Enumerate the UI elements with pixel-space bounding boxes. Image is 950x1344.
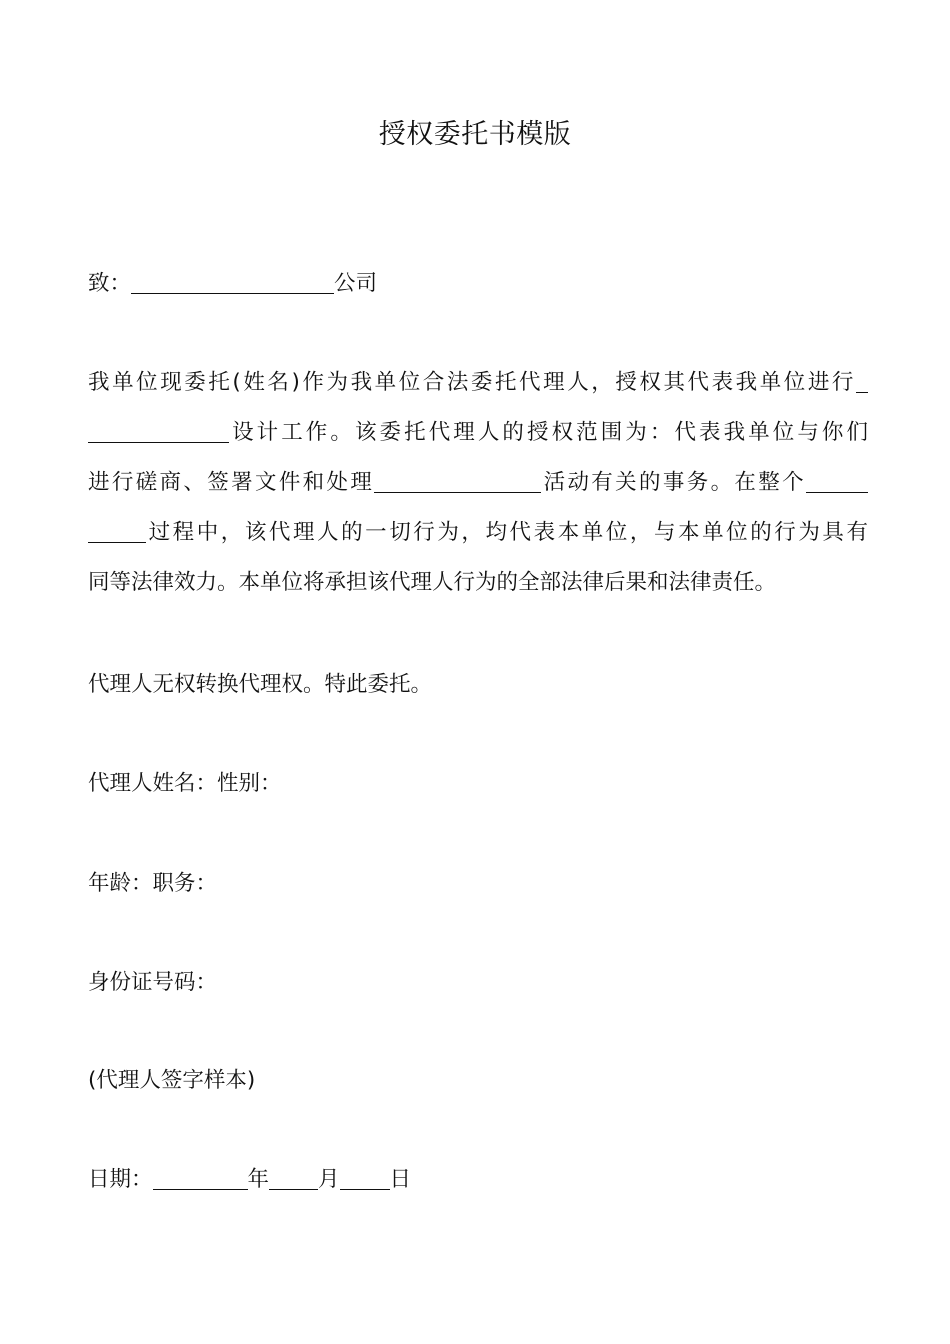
paragraph-row-5: 同等法律效力。本单位将承担该代理人行为的全部法律后果和法律责任。 (88, 570, 777, 595)
paragraph-row-2-text: 设计工作。该委托代理人的授权范围为：代表我单位与你们 (229, 420, 868, 445)
no-transfer-statement: 代理人无权转换代理权。特此委托。 (88, 672, 433, 697)
agent-age-position: 年龄：职务： (88, 871, 218, 896)
paragraph-row-3 (88, 458, 868, 508)
paragraph-row-4 (88, 508, 868, 558)
month-blank[interactable] (269, 1161, 318, 1190)
agent-name-gender: 代理人姓名：性别： (88, 771, 282, 796)
day-label: 日 (389, 1167, 412, 1192)
authorization-paragraph (88, 358, 868, 608)
year-label: 年 (247, 1167, 270, 1192)
process-blank-start[interactable] (806, 464, 868, 493)
process-blank[interactable] (88, 514, 146, 543)
paragraph-row-1-text: 我单位现委托(姓名)作为我单位合法委托代理人，授权其代表我单位进行 (88, 370, 856, 395)
addressee-prefix: 致： (88, 271, 132, 296)
year-blank[interactable] (153, 1161, 248, 1190)
paragraph-row-4-text: 过程中，该代理人的一切行为，均代表本单位，与本单位的行为具有 (146, 520, 868, 545)
date-line (88, 1155, 868, 1205)
paragraph-row-3-text-a: 进行磋商、签署文件和处理 (88, 470, 375, 495)
addressee-line (88, 259, 868, 309)
paragraph-row-2 (88, 408, 868, 458)
company-name-blank[interactable] (131, 265, 334, 294)
addressee-suffix: 公司 (334, 271, 378, 296)
work-content-blank[interactable] (88, 414, 229, 443)
activity-blank[interactable] (374, 464, 541, 493)
paragraph-row-3-text-b: 活动有关的事务。在整个 (541, 470, 806, 495)
day-blank[interactable] (340, 1161, 390, 1190)
document-title: 授权委托书模版 (378, 119, 572, 150)
paragraph-row-1 (88, 358, 868, 408)
agent-signature-sample: (代理人签字样本) (88, 1068, 256, 1093)
month-label: 月 (318, 1167, 340, 1192)
work-content-blank-start[interactable] (856, 364, 868, 393)
agent-id-number: 身份证号码： (88, 970, 218, 995)
date-label: 日期： (88, 1167, 153, 1192)
